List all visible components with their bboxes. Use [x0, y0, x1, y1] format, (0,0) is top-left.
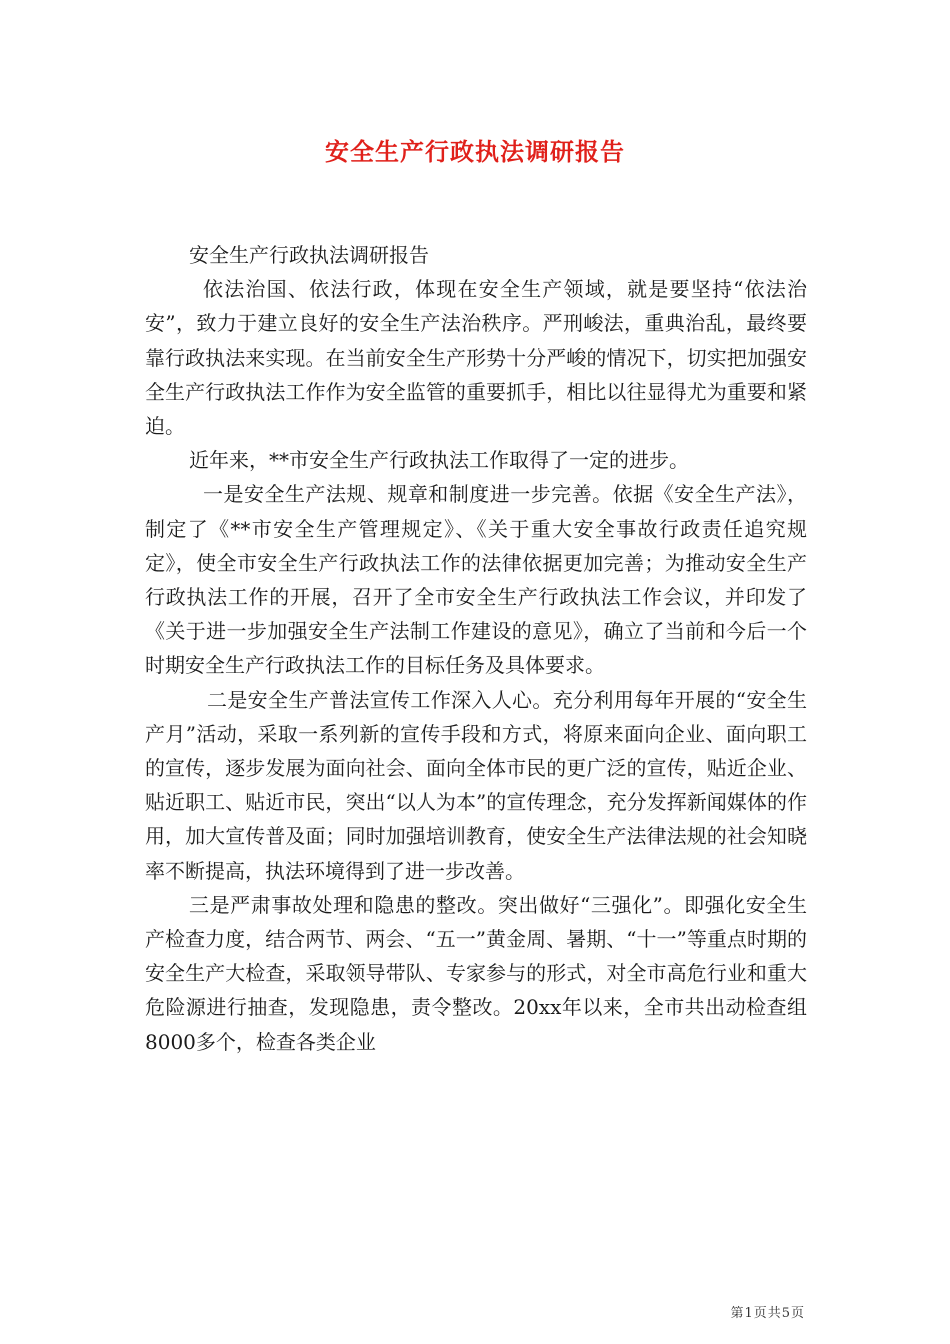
- paragraph-point-two: 二是安全生产普法宣传工作深入人心。充分利用每年开展的“安全生产月”活动，采取一系列新的宣传手段和方式，将原来面向企业、面向职工的宣传，逐步发展为面向社会、面向全体市民的更广泛的宣传，贴近企业、贴近职工、贴近市民，突出“以人为本”的宣传理念，充分发挥新闻媒体的作用，加大宣传普及面；同时加强培训教育，使安全生产法律法规的社会知晓率不断提高，执法环境得到了进一步改善。: [145, 687, 807, 883]
- paragraph-point-one: 一是安全生产法规、规章和制度进一步完善。依据《安全生产法》，制定了《**市安全生产管理规定》、《关于重大安全事故行政责任追究规定》，使全市安全生产行政执法工作的法律依据更加完善；为推动安全生产行政执法工作的开展，召开了全市安全生产行政执法工作会议，并印发了《关于进一步加强安全生产法制工作建设的意见》，确立了当前和今后一个时期安全生产行政执法工作的目标任务及具体要求。: [145, 482, 807, 678]
- page-number-footer: 第1页共5页: [730, 1306, 805, 1321]
- document-title: 安全生产行政执法调研报告: [325, 137, 625, 166]
- document-body: [145, 238, 807, 1059]
- paragraph-intro: 依法治国、依法行政，体现在安全生产领域，就是要坚持“依法治安”，致力于建立良好的安全生产法治秩序。严刑峻法，重典治乱，最终要靠行政执法来实现。在当前安全生产形势十分严峻的情况下，切实把加强安全生产行政执法工作作为安全监管的重要抓手，相比以往显得尤为重要和紧迫。: [145, 277, 807, 439]
- paragraph-point-three: 三是严肃事故处理和隐患的整改。突出做好“三强化”。即强化安全生产检查力度，结合两节、两会、“五一”黄金周、暑期、“十一”等重点时期的安全生产大检查，采取领导带队、专家参与的形式，对全市高危行业和重大危险源进行抽查，发现隐患，责令整改。20xx年以来，全市共出动检查组8000多个，检查各类企业: [145, 892, 807, 1054]
- document-subtitle: 安全生产行政执法调研报告: [189, 243, 429, 267]
- paragraph-progress: 近年来，**市安全生产行政执法工作取得了一定的进步。: [189, 448, 689, 473]
